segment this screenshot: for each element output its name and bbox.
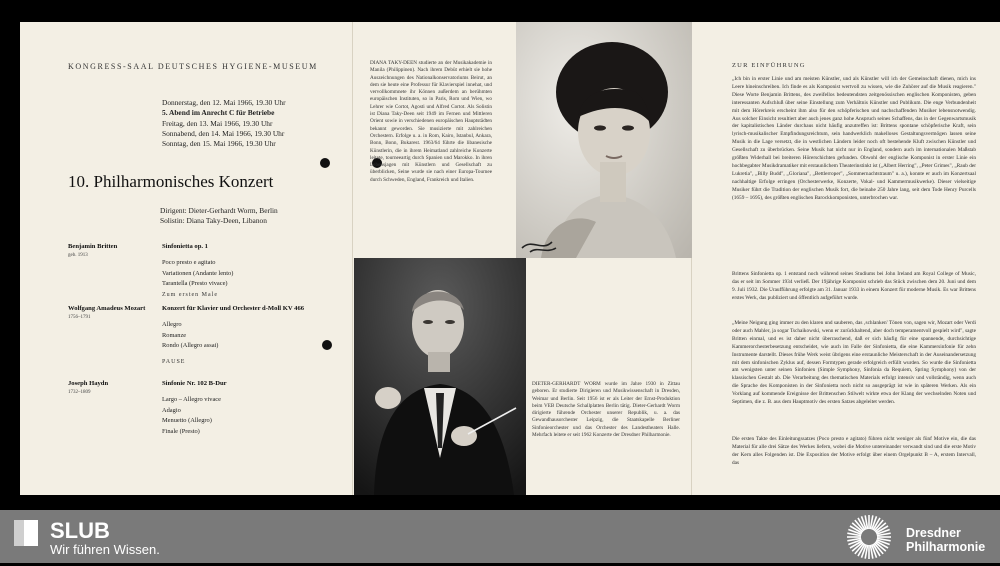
slub-logo-icon[interactable] (12, 518, 40, 548)
slub-tagline: Wir führen Wissen. (50, 542, 160, 557)
work-title: Sinfonie Nr. 102 B-Dur (162, 380, 227, 387)
movement: Tarantella (Presto vivace) (162, 280, 228, 287)
fold-line (352, 22, 353, 495)
essay-paragraph: Brittens Sinfonietta op. 1 entstand noch während seines Studiums bei John Ireland am Royal College of Music, das er seit im Sommer 1934 verließ. Der 19jährige Komponist schrieb das Stück zwischen dem 20. Juni und dem 9. Juli 1932. Die Uraufführung erfolgte am 31. Januar 1933 in einem Konzert für moderne Musik. Es war Brittens erstes Werk, das publiziert und öffentlich aufgeführt wurde. (732, 271, 976, 301)
soloist-line: Solistin: Diana Taky-Deen, Libanon (160, 216, 267, 225)
work-title: Konzert für Klavier und Orchester d-Moll KV 466 (162, 305, 305, 312)
soloist-bio: DIANA TAKY-DEEN studierte an der Musikakademie in Manila (Philippinen). Nach ihrem Debüt erhielt sie hohe Auszeichnungen des Nationalkonservatoriums Beirut, an dem sie heute eine Professur für Klavierspiel innehat, und vervollkommnete ihr Können außerdem an berühmten europäischen Instituten, so in Paris, Rom und Wien, wo Lehrer wie Cortot, Agosti und Alfred Cortot. Als Solistin ist Diana Taky-Deen seit 1949 im Fernen und Mittleren Orient sowie in verschiedenen europäischen Hauptstädten bekannt geworden. Sie musizierte mit zahlreichen Orchestern. Erfolge u. a. in Rom, Kairo, Istanbul, Ankara, Bonn, Bonn, Bukarest. 1963/64 führte die libanesische Künstlerin, die in ihrem Heimatland zahlreiche Konzerte leitete, tourneeartig durch Spanien und Marokko. In ihren Lebensjagen mit Künstlern und Gesellschaft zu überblicken, Seine wurde sie nach einer Europa-Tournee durch Schweden, England, Frankreich und Italien. (370, 60, 492, 183)
work-title: Sinfonietta op. 1 (162, 243, 208, 250)
punch-hole (320, 158, 330, 168)
pause-note: PAUSE (162, 359, 186, 365)
punch-hole (322, 340, 332, 350)
subscription-line: 5. Abend im Anrecht C für Betriebe (162, 108, 275, 118)
movement: Allegro (162, 321, 182, 328)
movement: Romanze (162, 331, 187, 339)
movement: Rondo (Allegro assai) (162, 342, 219, 349)
conductor-bio: DIETER-GERHARDT WORM wurde im Jahre 1930 in Zittau geboren. Er studierte Dirigieren und Musikwissenschaft in Dresden, Weimar und Berlin. Seit 1956 ist er als Leiter der Ernst-Produktion beim VEB Deutsche Schallplatten Berlin tätig. Dieter-Gerhardt Worm dirigierte führende Orchester unserer Republik, u. a. das Gewandhausorchester Leipzig, die Staatskapelle Berliner Sinfonieorchester und das Orchester des Landestheaters Halle. Mehrfach leitete er seit 1962 Konzerte der Dresdner Philharmonie. (532, 381, 680, 439)
date-line: Freitag, den 13. Mai 1966, 19.30 Uhr (162, 118, 273, 128)
concert-title: 10. Philharmonisches Konzert (68, 172, 274, 191)
movement-list (162, 258, 233, 290)
premiere-note: Zum ersten Male (162, 292, 218, 298)
composer-name: Joseph Haydn (68, 380, 109, 387)
date-line: Donnerstag, den 12. Mai 1966, 19.30 Uhr (162, 98, 286, 107)
soloist-portrait-image (516, 22, 692, 258)
dresdner-philharmonie-name[interactable] (906, 526, 985, 554)
composer-name: Benjamin Britten (68, 243, 118, 250)
composer-life: geb. 1913 (68, 253, 88, 258)
venue-heading: KONGRESS-SAAL DEUTSCHES HYGIENE-MUSEUM (68, 62, 318, 71)
essay-paragraph: „Ich bin in erster Linie und am meisten Künstler, und als Künstler will ich der Gemeinschaft dienen, mich ins Leere hineinschreiben. Ich finde es als Komponist wertvoll zu wissen, wie die Zuhörer auf die Musik reagieren." Diese Worte Benjamin Brittens, des zweifellos bedeutendsten zeitgenössischen englischen Komponisten, geben interessanten Aufschluß über seine Einstellung zum Verhältnis Künstler und Publikum. Die enge Verbundenheit mit dem Hörerkreis erscheint ihm also für den schöpferischen und nachschaffenden Musiker lebensnotwendig. Aus solcher Einsicht resultiert aber auch jenes ganz hohe Anspruch seines Schaffens, das in der Gegenwartsmusik der kapitalistischen Länder durchaus nicht häufig anzutreffen ist: Brittens spontane schöpferische Kraft, sein lyrisch-musikalischer Empfindungsreichtum, sein handwerklich makelloses Gestaltungsvermögen lassen seine Musik in die Lage versetzt, die in westlichen Ländern leider noch oft bestehende Kluft zwischen Künstler und Gesellschaft zu überbrücken. Seine Musik hat nicht nur in England, sondern auch im internationalen Maßstab größten Widerhall bei breiteren Hörerschichten gefunden. Obwohl der englische Komponist in erster Linie ein hochbegabter Musikdramatiker mit erstaunlichem Theaterinstinkt ist („Albert Herring", „Peter Grimes", „Raub der Lukretia", „Billy Budd", „Gloriana", „Bettlerroper", „Sommernachtstraum" u. a.), konnte er auch im Konzertsaal nachhaltige Erfolge erringen (Orchesterwerke, Konzerte, Vokal- und Kammermusikwerke). Dieser vielseitige Musiker führt die Tradition der englischen Musik fort, die beinahe 250 Jahre lang, seit dem Tode Henry Purcells (1659 – 1695), des größten englischen Barockkomponisten, unterbrochen war. (732, 76, 976, 201)
date-line: Sonntag, den 15. Mai 1966, 19.30 Uhr (162, 139, 276, 149)
essay-paragraph: Die ersten Takte des Einleitungssatzes (Poco presto e agitato) führen nicht weniger als fünf Motive ein, die das Material für alle drei Sätze des Werkes liefern, wobei die Motive untereinander verwandt sind und die erste Motiv der Kern alles Folgenden ist. Die Exposition der Motive erfolgt über einem Orgelpunkt B – A, erstem Intervall, das (732, 436, 976, 466)
movement: Adagio (162, 406, 181, 414)
composer-life: 1756–1791 (68, 315, 91, 320)
movement-list (162, 320, 218, 352)
movement: Menuetto (Allegro) (162, 417, 212, 424)
essay-heading: ZUR EINFÜHRUNG (732, 62, 806, 69)
dp-name-line: Philharmonie (906, 540, 986, 554)
dresdner-philharmonie-logo-icon[interactable] (842, 513, 896, 561)
concert-dates (162, 98, 286, 149)
dp-name-line: Dresdner (906, 526, 961, 540)
movement: Finale (Presto) (162, 427, 200, 435)
movement-list (162, 395, 221, 437)
movement: Poco presto e agitato (162, 259, 216, 266)
movement: Variationen (Andante lento) (162, 269, 234, 277)
conductor-portrait-image (354, 258, 526, 495)
soloist-photo (516, 22, 692, 258)
conductor-line: Dirigent: Dieter-Gerhardt Worm, Berlin (160, 206, 278, 215)
composer-name: Wolfgang Amadeus Mozart (68, 305, 146, 312)
composer-life: 1732–1809 (68, 390, 91, 395)
essay-paragraph: „Meine Neigung ging immer zu den klaren und sauberen, das ‚schlanken' Tönen von, sagen wir, Mozart oder Verdi oder auch Mahler, ja sogar Tschaikowski, wenn er zurückhaltend, aber doch temperamentvoll gespielt wird", sagte Britten einmal, und es ist daher nicht überraschend, daß er sich häufig für eine spannende, durchsichtige Kammerorchesterbesetzung entscheidet, wie auch im Falle der Sinfonietta, die eine Kammersinfonie für zehn Instrumente darstellt. Dieses frühe Werk weist übrigens eine erstaunliche Meisterschaft in der Auseinandersetzung mit dem sinfonischen Zyklus auf, dessen Formtypen gerade erfolgreich erfüllt wurden. So wurde die Sinfonietta am wenigsten unter seinen Sinfonien (Simple Symphony, Sinfonia da Requiem, Spring Symphony) von der klassischen Gestalt ab. Die Verarbeitung des thematischen Materials erfolgt intensiv und vollständig, wenn auch die Sprache des Komponisten in der Sinfonietta noch nicht so ausgeprägt ist wie in späteren Werken. Als ein Vorklang auf kommende Ereignisse der Brittenschen Stilwelt wirkte etwa der Klang der wechselnden Noten und Septimen, die z. B. aus dem Hauptmotiv des ersten Satzes abgeleitet werden. (732, 320, 976, 406)
slub-wordmark[interactable]: SLUB (50, 518, 110, 543)
movement: Largo – Allegro vivace (162, 396, 221, 403)
date-line: Sonnabend, den 14. Mai 1966, 19.30 Uhr (162, 128, 285, 138)
performers (160, 206, 278, 226)
conductor-photo (354, 258, 526, 495)
